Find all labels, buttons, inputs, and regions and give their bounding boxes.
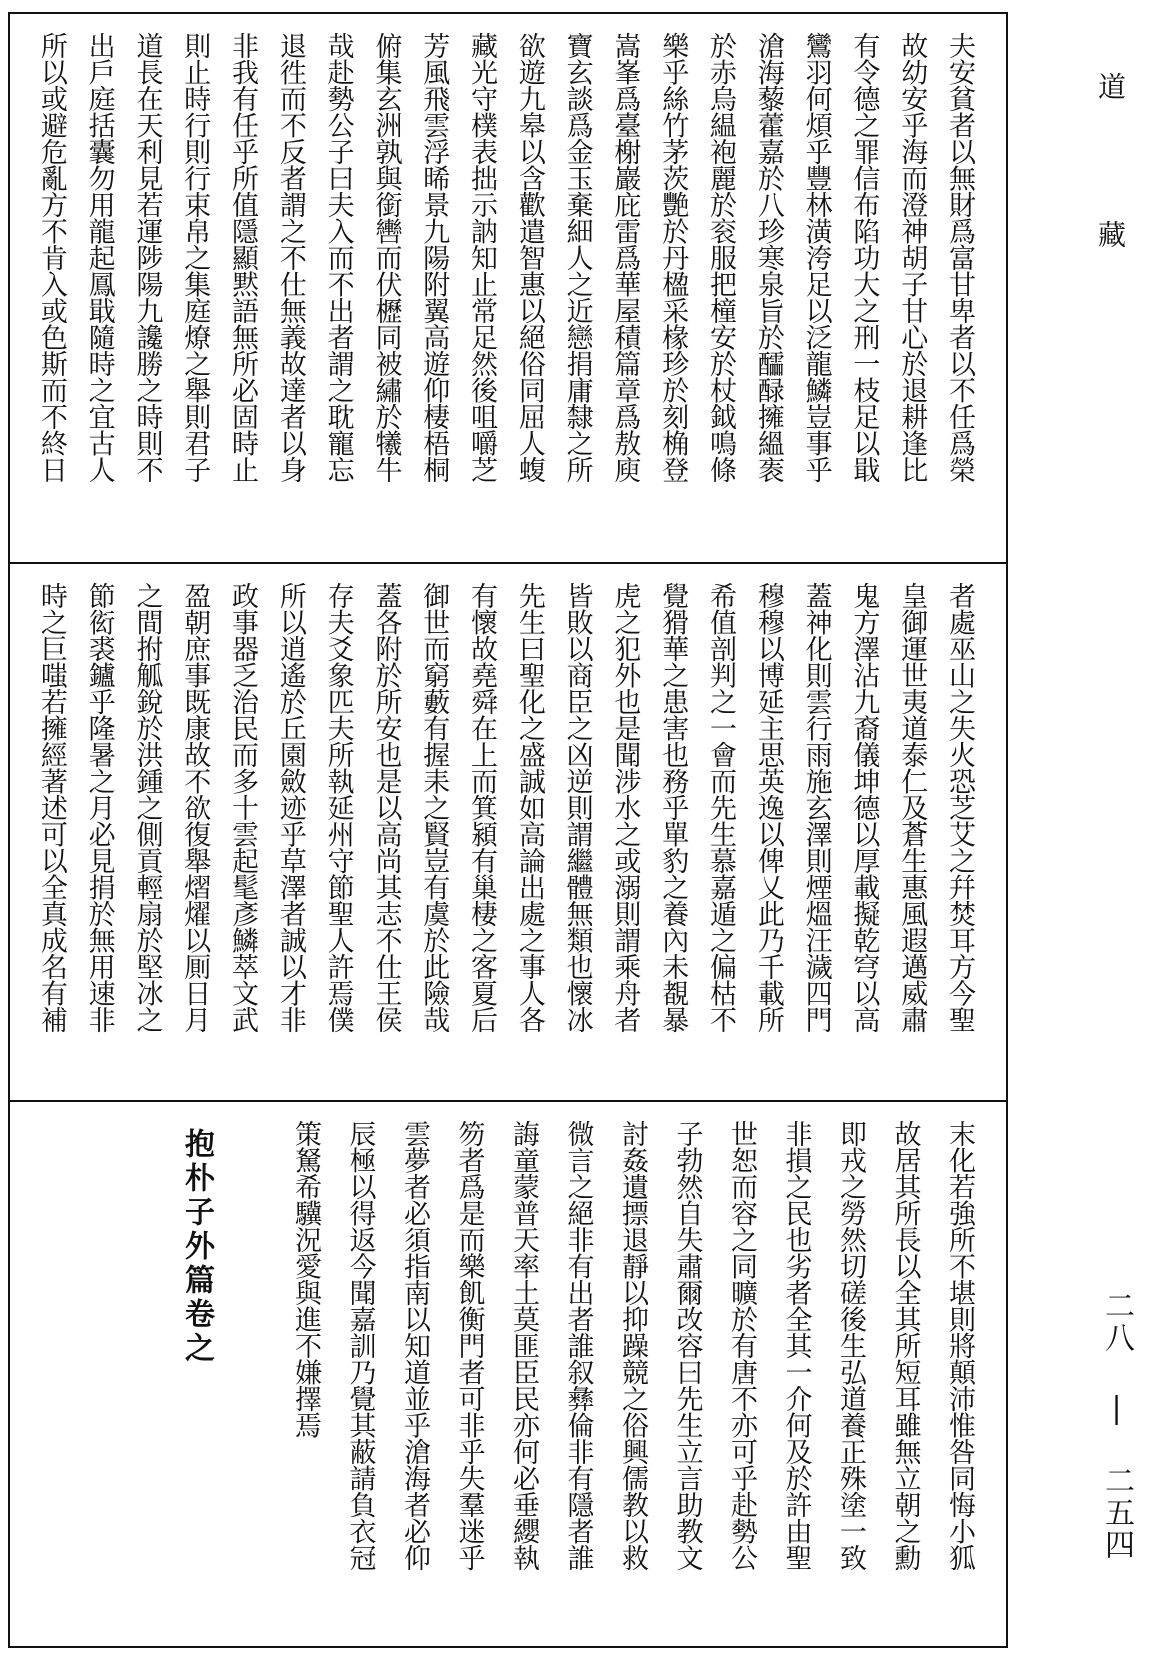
columns-top — [10, 14, 1006, 562]
text-column: 於赤烏緼袍麗於衮服把橦安於杖鉞鳴條 — [705, 32, 737, 483]
text-column: 即戎之勞然切磋後生弘道養正殊塗一致 — [835, 1120, 866, 1571]
text-column: 者處巫山之失火恐芝艾之幷焚耳方今聖 — [944, 582, 975, 1033]
text-column: 則止時行則行束帛之集庭燎之舉則君子 — [179, 32, 211, 483]
text-column: 非損之民也劣者全其一介何及於許由聖 — [780, 1120, 812, 1571]
text-column: 先生曰聖化之盛誠如高論出處之事人各 — [513, 582, 545, 1033]
text-column: 盈朝庶事既康故不欲復舉熠燿以厠日月 — [179, 582, 211, 1033]
text-column: 誨童蒙普天率土莫匪臣民亦何必垂纓執 — [508, 1120, 539, 1571]
text-column: 皆敗以商臣之凶逆則謂繼體無類也懷冰 — [561, 582, 593, 1033]
text-column: 討姦遺摽退靜以抑躁競之俗興儒教以救 — [617, 1120, 648, 1571]
text-column: 樂乎絲竹茅茨艷於丹楹采椽珍於刻桷登 — [657, 32, 689, 483]
text-column: 笏者爲是而樂飢衡門者可非乎失羣迷乎 — [453, 1120, 485, 1571]
text-column: 欲遊九皋以含歡遣智惠以絕俗同屈人蝮 — [513, 32, 545, 483]
text-column: 雲夢者必須指南以知道並乎滄海者必仰 — [399, 1120, 430, 1571]
text-column: 希值剖判之一會而先生慕嘉遁之偏枯不 — [705, 582, 737, 1033]
text-column: 夫安貧者以無財爲富甘卑者以不任爲榮 — [944, 32, 975, 483]
columns-bottom — [10, 1102, 1006, 1650]
closing-title: 抱朴子外篇卷之 — [179, 1128, 214, 1366]
text-column: 蓋各附於所安也是以高尚其志不仕王侯 — [370, 582, 402, 1033]
text-column: 有令德之罪信布陷功大之刑一枝足以戢 — [848, 32, 880, 483]
text-column: 微言之絕非有出者誰叙彝倫非有隱者誰 — [562, 1120, 594, 1571]
text-column: 世恕而容之同曠於有唐不亦可乎赴勢公 — [726, 1120, 757, 1571]
text-column: 道長在天利見若運陟陽九讒勝之時則不 — [131, 32, 163, 483]
text-column: 蓋神化則雲行雨施玄澤則煙熅汪濊四門 — [800, 582, 832, 1033]
text-column: 之間拊觚銳於洪鍾之側貢輕扇於堅冰之 — [131, 582, 163, 1033]
text-band-bottom — [10, 1100, 1006, 1650]
text-column: 時之巨嗤若擁經著述可以全真成名有補 — [35, 582, 67, 1033]
text-column: 策駑希驥況愛與進不嫌擇焉 — [290, 1120, 321, 1438]
text-column: 芳風飛雲浮晞景九陽附翼高遊仰棲梧桐 — [418, 32, 450, 483]
text-column: 滄海藜藿嘉於八珍寒泉旨於醽醁擁縕袠 — [752, 32, 784, 483]
text-column: 御世而窮藪有握耒之賢豈有虞於此險哉 — [418, 582, 450, 1033]
text-column: 故居其所長以全其所短耳雖無立朝之勳 — [889, 1120, 921, 1571]
text-column: 虎之犯外也是聞涉水之或溺則謂乘舟者 — [609, 582, 641, 1033]
text-column: 辰極以得返今聞嘉訓乃覺其蔽請負衣冠 — [344, 1120, 376, 1571]
text-column: 藏光守樸表拙示訥知止常足然後咀嚼芝 — [466, 32, 498, 483]
text-column: 退徃而不反者謂之不仕無義故達者以身 — [274, 32, 306, 483]
text-column: 穆穆以博延主思英逸以俾乂此乃千載所 — [752, 582, 784, 1033]
text-column: 皇御運世夷道泰仁及蒼生惠風遐邁威肅 — [896, 582, 928, 1033]
text-column: 寶玄談爲金玉棄細人之近戀捐庸隸之所 — [561, 32, 593, 483]
column-spacer — [223, 1120, 278, 1640]
text-column: 覺猾華之患害也務乎單豹之養內未覩暴 — [657, 582, 689, 1033]
text-column: 鬼方澤沾九裔儀坤德以厚載擬乾穹以高 — [848, 582, 880, 1033]
text-column: 嵩峯爲臺榭巖庇雷爲華屋積篇章爲敖庾 — [609, 32, 641, 483]
text-column: 子勃然自失肅爾改容曰先生立言助教文 — [671, 1120, 703, 1571]
text-column: 所以或避危亂方不肯入或色斯而不終日 — [35, 32, 67, 483]
text-column: 存夫爻象匹夫所執延州守節聖人許焉僕 — [322, 582, 354, 1033]
text-column: 故幼安乎海而澄神胡子甘心於退耕逢比 — [896, 32, 928, 483]
text-column: 所以逍遙於丘園斂迹乎草澤者誠以才非 — [274, 582, 306, 1033]
page-number: 二八 | 二五四 — [1099, 1290, 1134, 1561]
text-band-top — [10, 14, 1006, 562]
text-band-middle — [10, 562, 1006, 1100]
page-frame — [8, 12, 1008, 1648]
text-column: 出戶庭括囊勿用龍起鳳戢隨時之宜古人 — [83, 32, 115, 483]
collection-title: 道藏 — [1094, 72, 1127, 368]
text-column: 哉赴勢公子曰夫入而不出者謂之耽寵忘 — [322, 32, 354, 483]
text-column: 政事器乏治民而多十雲起髦彥鱗萃文武 — [227, 582, 259, 1033]
text-column: 俯集玄洲孰與銜轡而伏櫪同被繡於犧牛 — [370, 32, 402, 483]
columns-middle — [10, 564, 1006, 1100]
text-column: 節衒裘鑪乎隆暑之月必見捐於無用速非 — [83, 582, 115, 1033]
text-column: 非我有任乎所值隱顯黙語無所必固時止 — [227, 32, 259, 483]
text-column: 末化若強所不堪則將顛沛惟咎同悔小狐 — [944, 1120, 975, 1571]
text-column: 鸞羽何煩乎豐林潢洿足以泛龍鱗豈事乎 — [800, 32, 832, 483]
text-column: 有懷故堯舜在上而箕潁有巢棲之客夏后 — [466, 582, 498, 1033]
